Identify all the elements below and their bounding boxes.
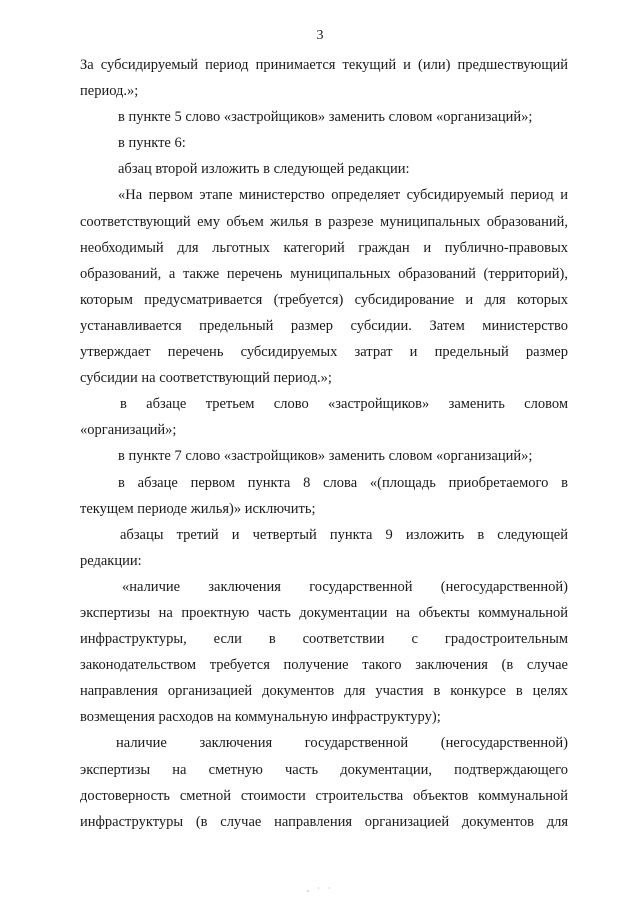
paragraph-line: абзацы третий и четвертый пункта 9 изложить в следующей bbox=[120, 526, 568, 543]
paragraph-line: «На первом этапе министерство определяет субсидируемый период и bbox=[118, 187, 568, 204]
paragraph-line: в абзаце первом пункта 8 слова «(площадь приобретаемого в bbox=[118, 474, 568, 491]
paragraph-line: направления организацией документов для участия в конкурсе в целях bbox=[80, 683, 568, 700]
paragraph-line: в пункте 5 слово «застройщиков» заменить словом «организаций»; bbox=[118, 109, 533, 126]
scan-marks: ‚ · · bbox=[306, 884, 334, 893]
paragraph-line: в пункте 6: bbox=[118, 135, 186, 152]
paragraph-line: устанавливается предельный размер субсидии. Затем министерство bbox=[80, 317, 568, 334]
paragraph-line: редакции: bbox=[80, 552, 142, 569]
paragraph-line: законодательством требуется получение такого заключения (в случае bbox=[80, 657, 568, 674]
paragraph-line: экспертизы на сметную часть документации, подтверждающего bbox=[80, 761, 568, 778]
paragraph-line: «наличие заключения государственной (негосударственной) bbox=[122, 578, 568, 595]
paragraph-line: достоверность сметной стоимости строительства объектов коммунальной bbox=[80, 787, 568, 804]
paragraph-line: которым предусматривается (требуется) субсидирование и для которых bbox=[80, 291, 568, 308]
paragraph-line: утверждает перечень субсидируемых затрат и предельный размер bbox=[80, 344, 568, 361]
paragraph-line: инфраструктуры, если в соответствии с градостроительным bbox=[80, 631, 568, 648]
document-body bbox=[80, 52, 568, 835]
paragraph-line: наличие заключения государственной (негосударственной) bbox=[116, 735, 568, 752]
paragraph-line: период.»; bbox=[80, 83, 139, 100]
paragraph-line: субсидии на соответствующий период.»; bbox=[80, 370, 332, 387]
page-number: 3 bbox=[316, 28, 324, 43]
paragraph-line: За субсидируемый период принимается текущий и (или) предшествующий bbox=[80, 57, 568, 73]
paragraph-line: в абзаце третьем слово «застройщиков» заменить словом bbox=[120, 396, 568, 413]
paragraph-line: абзац второй изложить в следующей редакции: bbox=[118, 161, 410, 178]
paragraph-line: текущем периоде жилья)» исключить; bbox=[80, 500, 316, 517]
paragraph-line: инфраструктуры (в случае направления организацией документов для bbox=[80, 813, 568, 830]
paragraph-line: возмещения расходов на коммунальную инфраструктуру); bbox=[80, 709, 441, 726]
paragraph-line: соответствующий ему объем жилья в разрезе муниципальных образований, bbox=[80, 213, 568, 230]
paragraph-line: образований, а также перечень муниципальных образований (территорий), bbox=[80, 265, 568, 282]
paragraph-line: экспертизы на проектную часть документации на объекты коммунальной bbox=[80, 604, 568, 621]
paragraph-line: необходимый для льготных категорий граждан и публично-правовых bbox=[80, 239, 568, 256]
paragraph-line: «организаций»; bbox=[80, 422, 177, 439]
paragraph-line: в пункте 7 слово «застройщиков» заменить словом «организаций»; bbox=[118, 448, 533, 465]
